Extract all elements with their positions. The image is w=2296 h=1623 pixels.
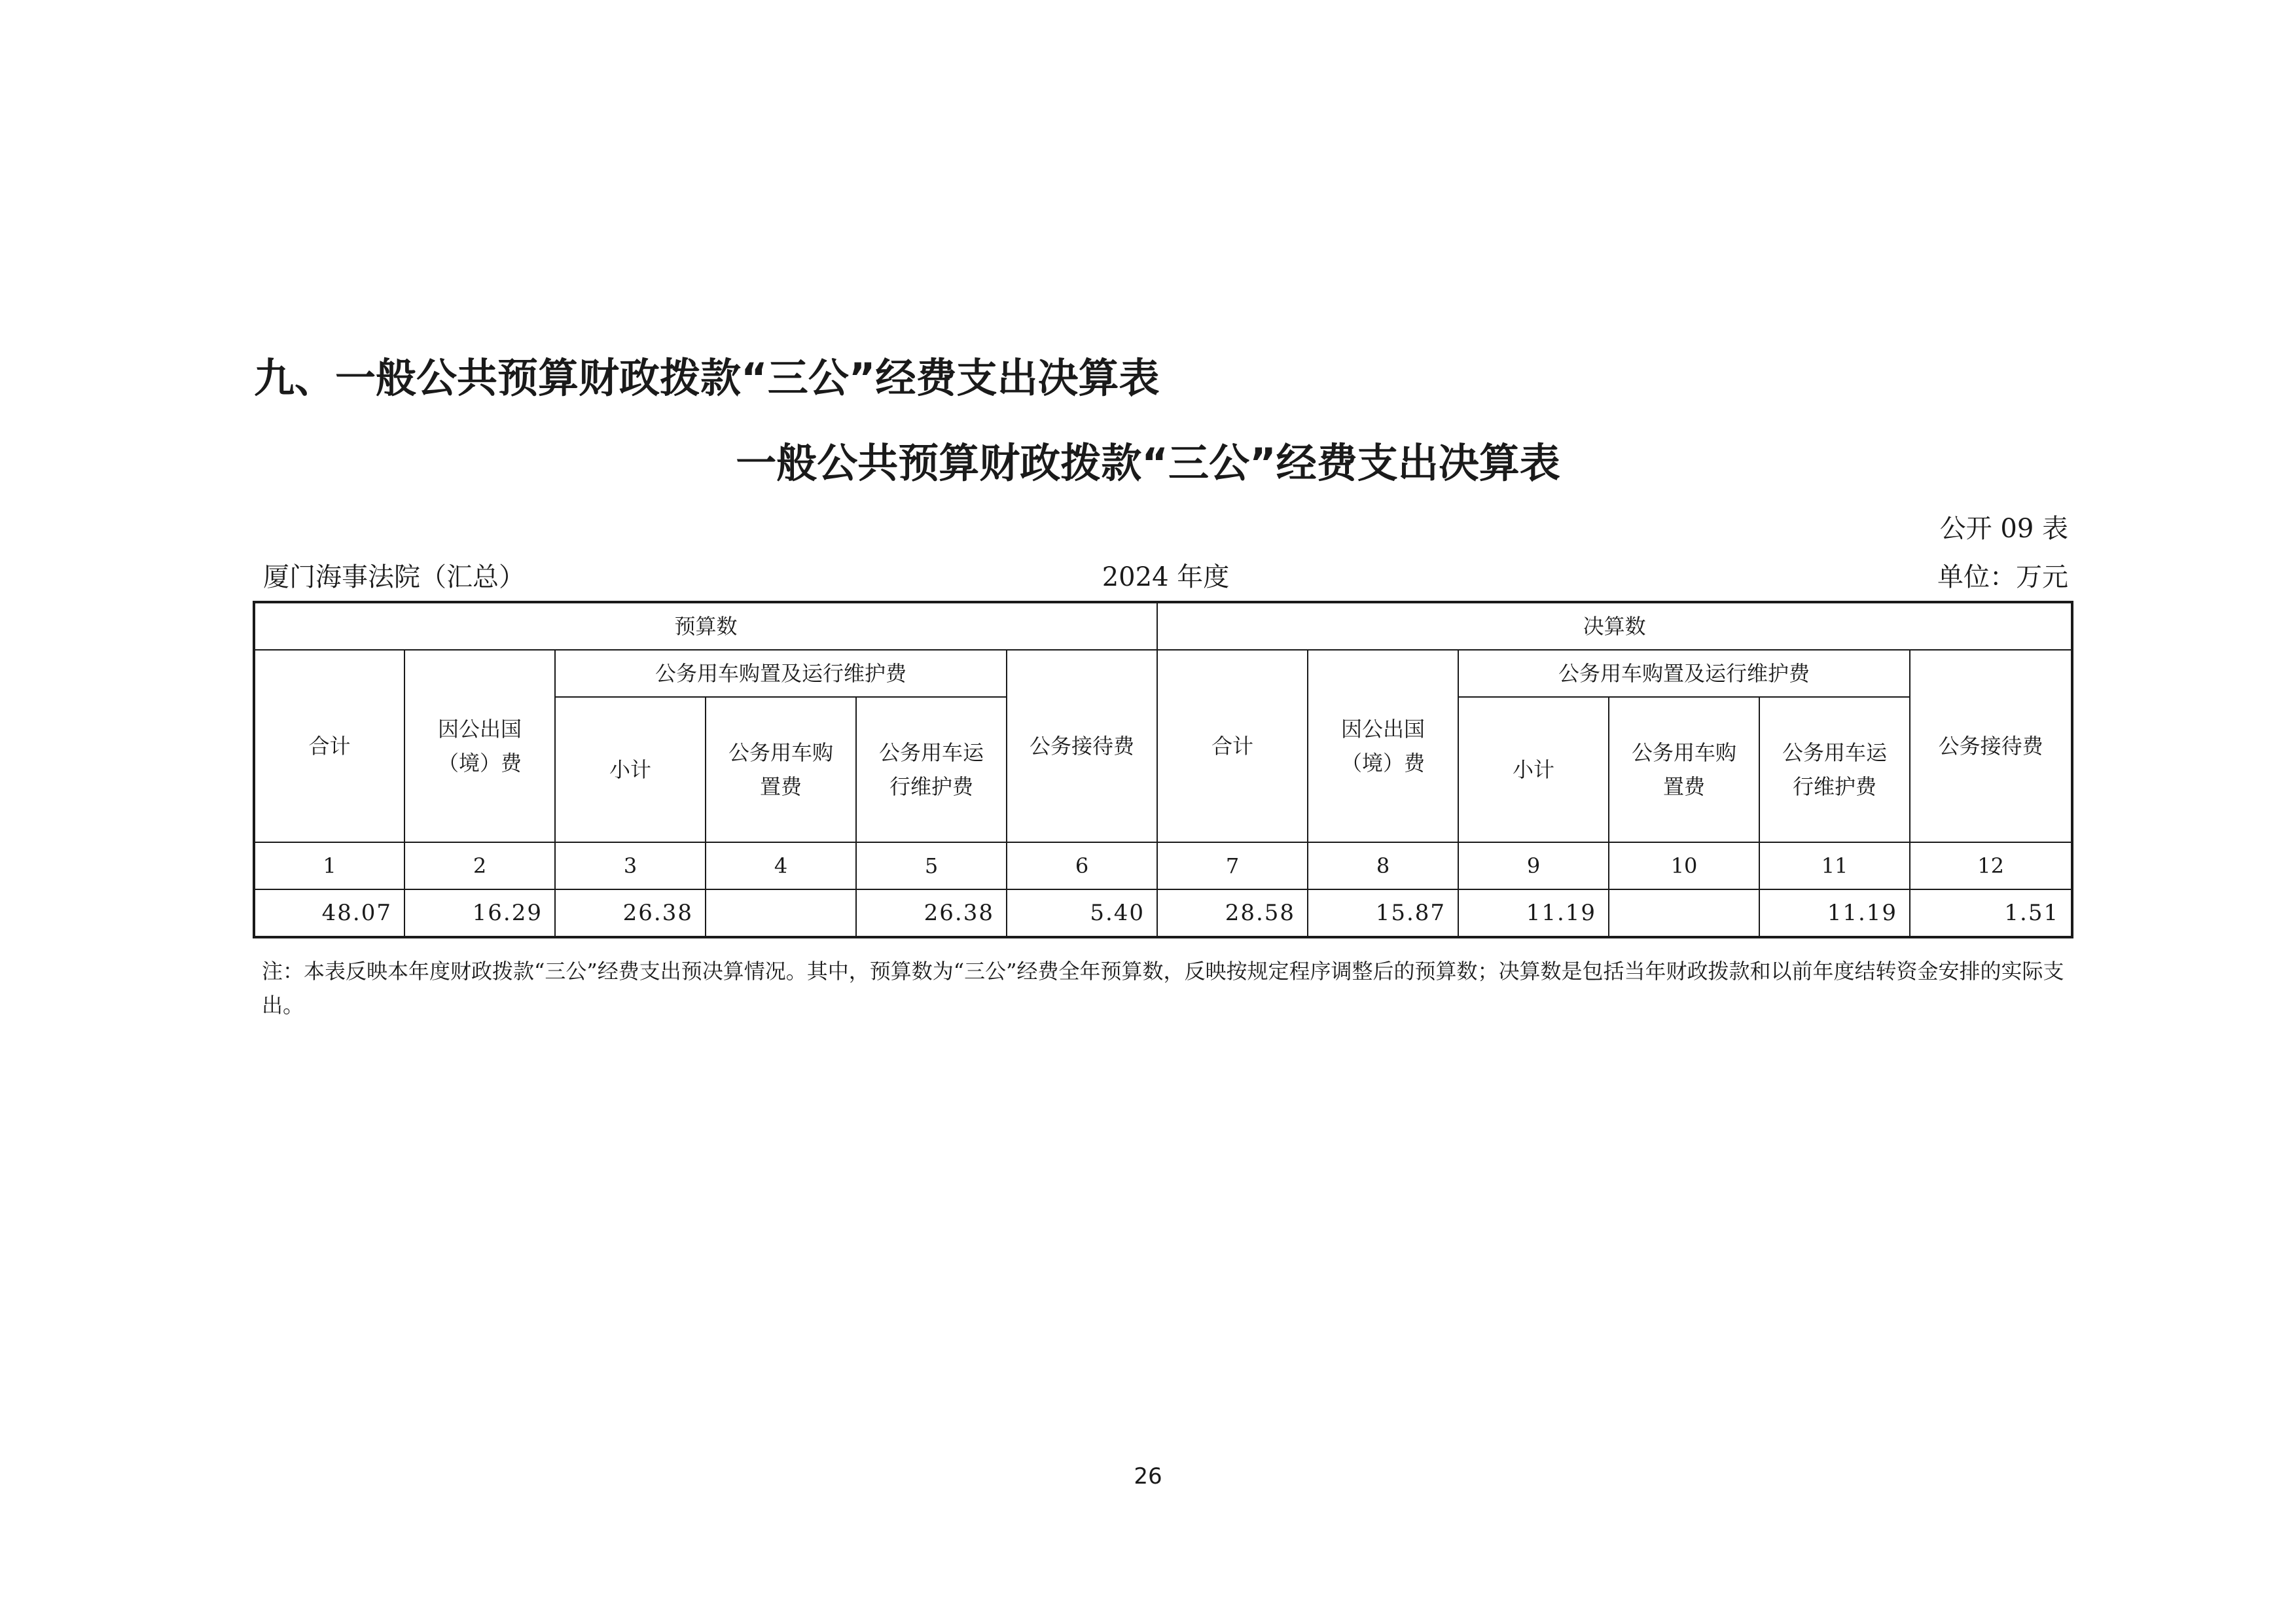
budget-vehicle-operation-header: 公务用车运行维护费	[856, 697, 1007, 842]
budget-total-header: 合计	[254, 650, 404, 842]
fiscal-year: 2024 年度	[1102, 562, 1230, 592]
final-total-header: 合计	[1157, 650, 1308, 842]
column-index: 3	[555, 842, 706, 889]
final-group-header: 决算数	[1157, 602, 2072, 650]
budget-abroad-value: 16.29	[404, 889, 555, 937]
column-index: 6	[1007, 842, 1157, 889]
budget-reception-header: 公务接待费	[1007, 650, 1157, 842]
final-abroad-header: 因公出国（境）费	[1308, 650, 1458, 842]
data-row	[254, 889, 2072, 937]
column-index: 4	[706, 842, 856, 889]
final-vehicle-operation-header: 公务用车运行维护费	[1759, 697, 1910, 842]
budget-vehicle-group-header: 公务用车购置及运行维护费	[555, 650, 1007, 697]
unit-label: 单位：万元	[1937, 562, 2068, 592]
organization-name: 厦门海事法院（汇总）	[263, 562, 525, 592]
section-heading: 九、一般公共预算财政拨款“三公”经费支出决算表	[254, 354, 1160, 402]
final-vehicle-group-header: 公务用车购置及运行维护费	[1458, 650, 1910, 697]
budget-vehicle-purchase-value	[706, 889, 856, 937]
column-index: 12	[1910, 842, 2072, 889]
column-index: 1	[254, 842, 404, 889]
column-index: 2	[404, 842, 555, 889]
final-subtotal-value: 11.19	[1458, 889, 1609, 937]
column-index: 7	[1157, 842, 1308, 889]
expense-table	[253, 601, 2073, 938]
column-index: 11	[1759, 842, 1910, 889]
group-header-row	[254, 602, 2072, 650]
page-number: 26	[1134, 1463, 1162, 1489]
column-index: 9	[1458, 842, 1609, 889]
table-title: 一般公共预算财政拨款“三公”经费支出决算表	[736, 439, 1560, 487]
table-note: 注：本表反映本年度财政拨款“三公”经费支出预决算情况。其中，预算数为“三公”经费全年预算数，反映按规定程序调整后的预算数；决算数是包括当年财政拨款和以前年度结转资金安排的实际支出。	[262, 959, 2064, 1018]
budget-abroad-header: 因公出国（境）费	[404, 650, 555, 842]
final-vehicle-operation-value: 11.19	[1759, 889, 1910, 937]
budget-group-header: 预算数	[254, 602, 1157, 650]
budget-subtotal-header: 小计	[555, 697, 706, 842]
budget-reception-value: 5.40	[1007, 889, 1157, 937]
column-index: 5	[856, 842, 1007, 889]
budget-subtotal-value: 26.38	[555, 889, 706, 937]
budget-total-value: 48.07	[254, 889, 404, 937]
final-vehicle-purchase-value	[1609, 889, 1759, 937]
column-index: 10	[1609, 842, 1759, 889]
column-index-row	[254, 842, 2072, 889]
final-reception-header: 公务接待费	[1910, 650, 2072, 842]
final-total-value: 28.58	[1157, 889, 1308, 937]
final-reception-value: 1.51	[1910, 889, 2072, 937]
budget-vehicle-purchase-header: 公务用车购置费	[706, 697, 856, 842]
meta-row	[263, 556, 2068, 593]
final-vehicle-purchase-header: 公务用车购置费	[1609, 697, 1759, 842]
column-index: 8	[1308, 842, 1458, 889]
final-abroad-value: 15.87	[1308, 889, 1458, 937]
final-subtotal-header: 小计	[1458, 697, 1609, 842]
sub-header-row	[254, 650, 2072, 697]
budget-vehicle-operation-value: 26.38	[856, 889, 1007, 937]
form-code: 公开 09 表	[1939, 514, 2068, 544]
